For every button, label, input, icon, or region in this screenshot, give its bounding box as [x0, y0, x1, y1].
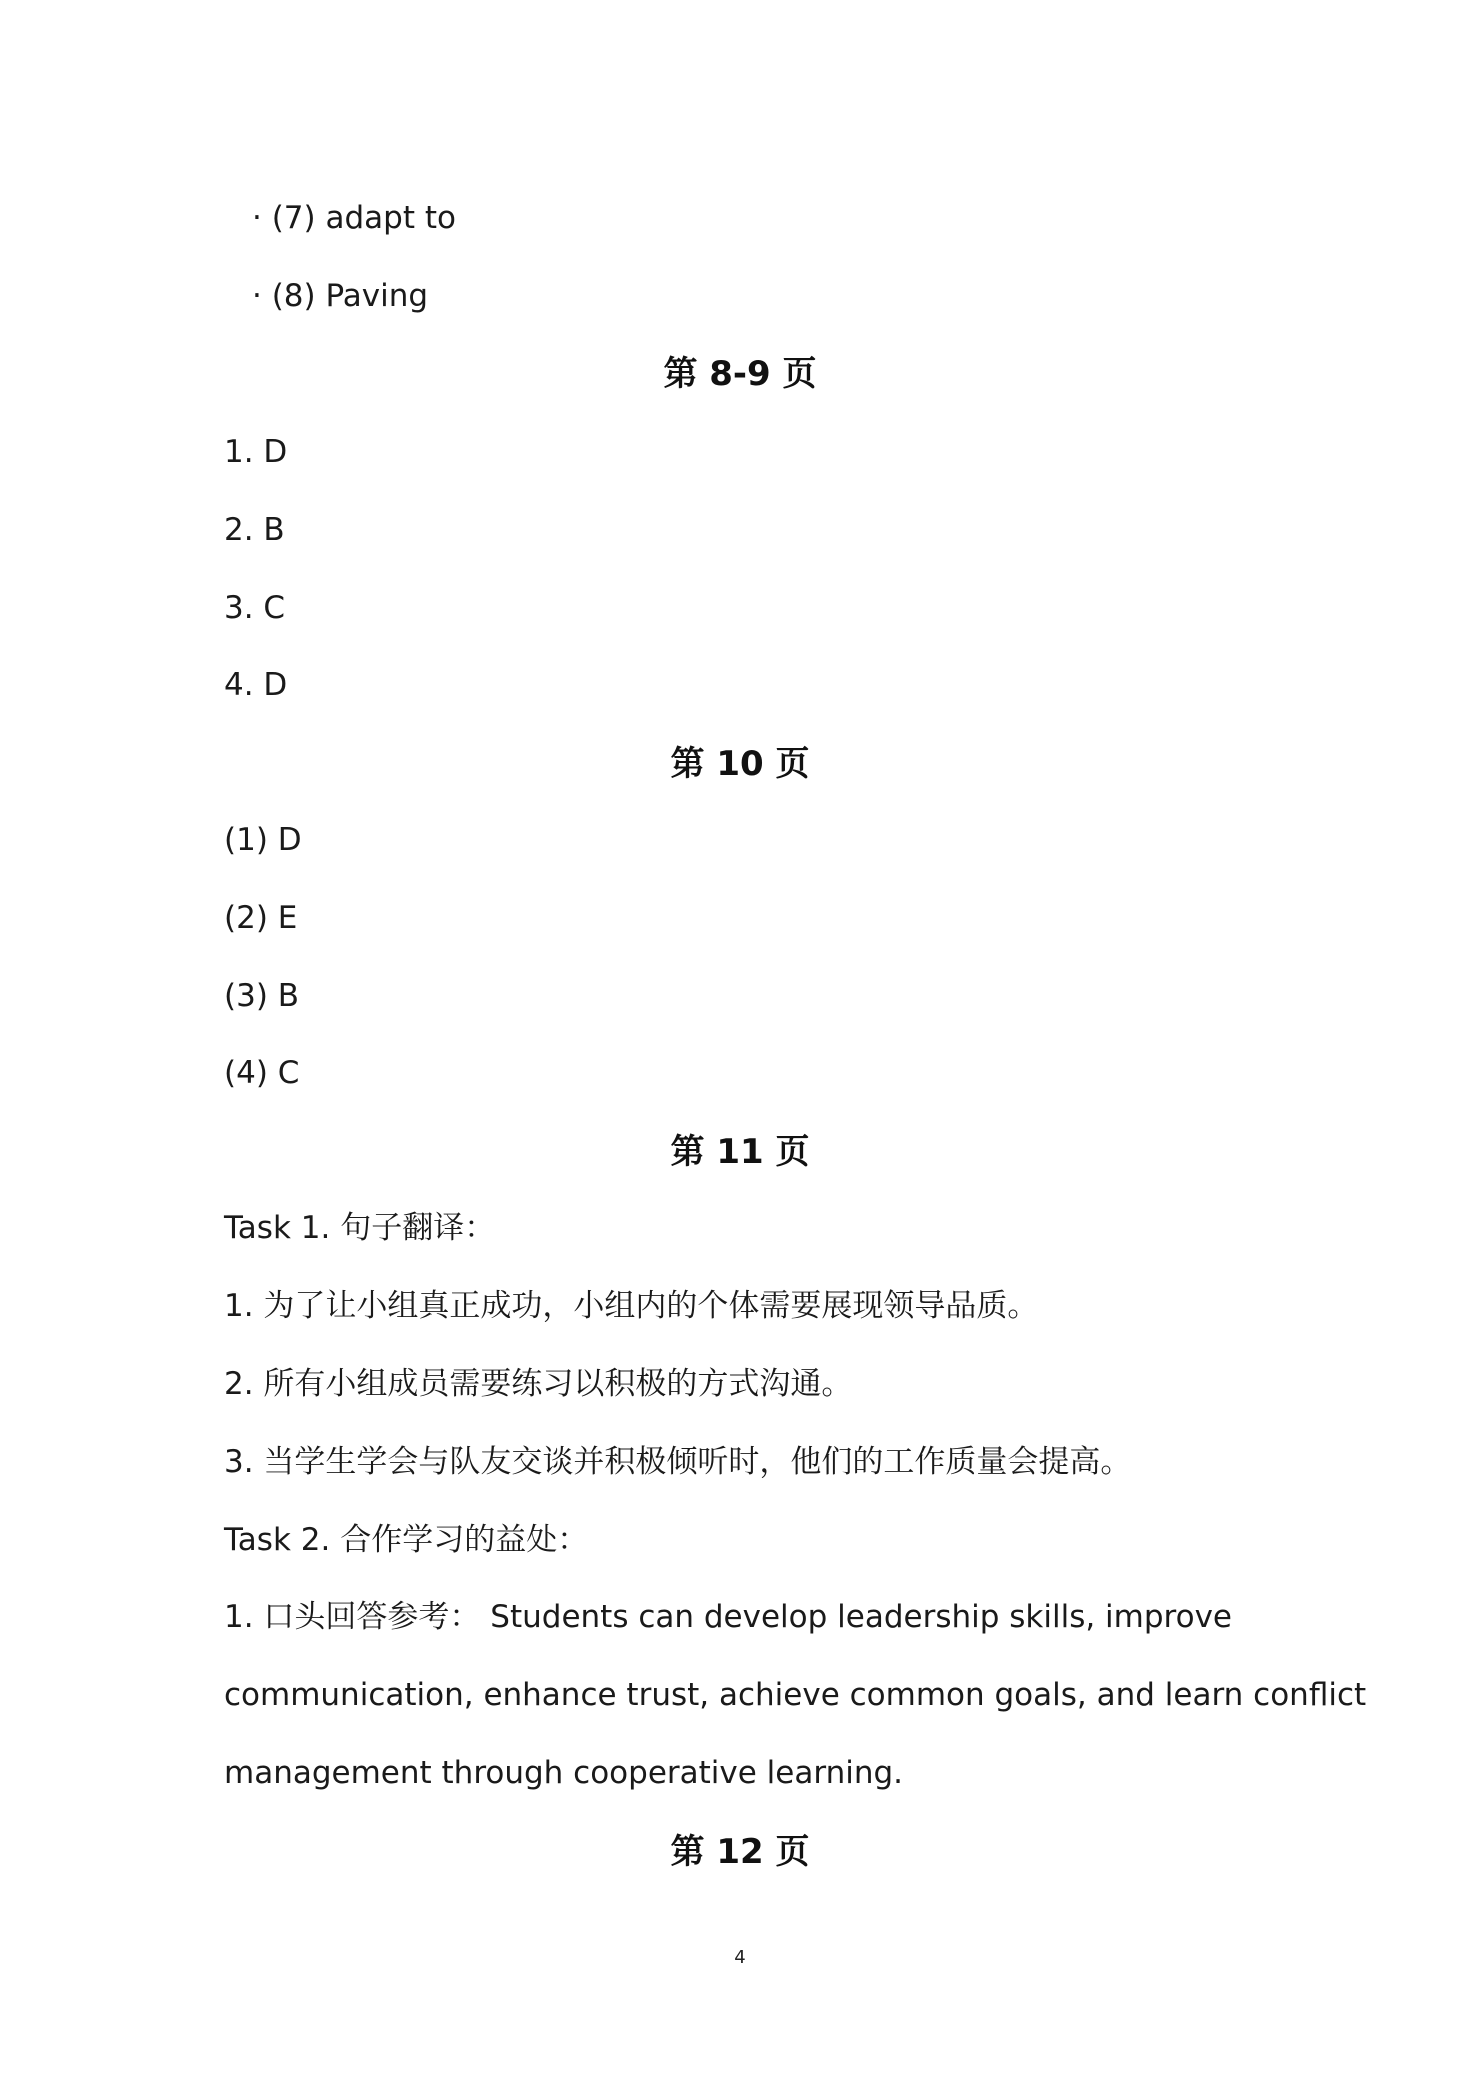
section-heading: 第 12 页: [670, 1832, 810, 1872]
answer-line: 4. D: [224, 667, 288, 703]
answer-line: (4) C: [224, 1055, 300, 1091]
translation-line: 3. 当学生学会与队友交谈并积极倾听时，他们的工作质量会提高。: [224, 1444, 1132, 1480]
section-heading: 第 8-9 页: [663, 354, 817, 394]
list-item: · (8) Paving: [252, 278, 429, 314]
task-heading: Task 2. 合作学习的益处：: [224, 1522, 589, 1558]
answer-line: 1. D: [224, 434, 288, 470]
answer-paragraph-line: management through cooperative learning.: [224, 1755, 904, 1791]
answer-paragraph-line: 1. 口头回答参考： Students can develop leadership skills, improve: [224, 1599, 1232, 1635]
translation-line: 1. 为了让小组真正成功，小组内的个体需要展现领导品质。: [224, 1288, 1039, 1324]
answer-line: (2) E: [224, 900, 298, 936]
page-number: 4: [734, 1947, 746, 1968]
answer-paragraph-line: communication, enhance trust, achieve common goals, and learn conflict: [224, 1677, 1367, 1713]
answer-line: 2. B: [224, 512, 285, 548]
list-item: · (7) adapt to: [252, 200, 456, 236]
section-heading: 第 11 页: [670, 1132, 810, 1172]
answer-line: (1) D: [224, 822, 302, 858]
task-heading: Task 1. 句子翻译：: [224, 1210, 496, 1246]
answer-line: 3. C: [224, 590, 286, 626]
section-heading: 第 10 页: [670, 744, 810, 784]
translation-line: 2. 所有小组成员需要练习以积极的方式沟通。: [224, 1366, 853, 1402]
answer-line: (3) B: [224, 978, 300, 1014]
